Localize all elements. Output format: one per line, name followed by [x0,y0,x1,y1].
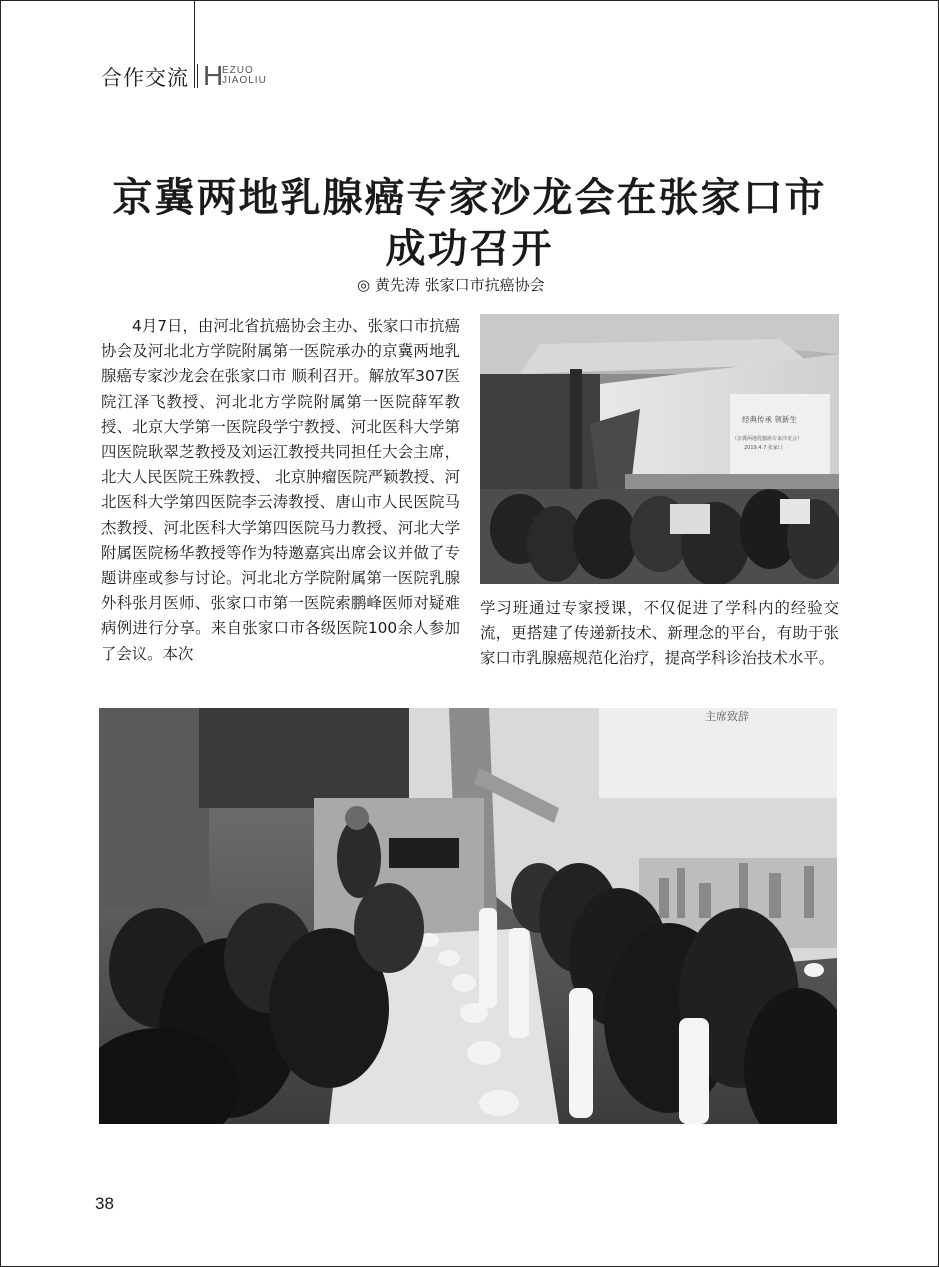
screen-event-name: 《京冀两地乳腺癌专家沙龙会》 [732,436,803,442]
screen-caption: 主席致辞 [705,710,749,723]
conference-photo-audience [99,708,837,1124]
conference-photo-hall [480,314,839,584]
article-title-line1: 京冀两地乳腺癌专家沙龙会在张家口市 [112,174,827,221]
section-title: 合作交流 [101,66,189,90]
section-pinyin [222,66,267,86]
header-rule [194,0,195,88]
section-initial: H [203,60,224,91]
article-paragraph-left: 4月7日，由河北省抗癌协会主办、张家口市抗癌协会及河北北方学院附属第一医院承办的京冀两地乳腺癌专家沙龙会在张家口市 顺利召开。解放军307医院江泽飞教授、河北北方学院附属第一医院薛军教授、北京大学第一医院段学宁教授、河北医科大学第四医院耿翠芝教授及刘运江教授共同担任大会主席，北大人民医院王殊教授、 北京肿瘤医院严颖教授、河北医科大学第四医院李云涛教授、唐山市人民医院马杰教授、河北医科大学第四医院马力教授、河北大学附属医院杨华教授等作为特邀嘉宾出席会议并做了专题讲座或参与讨论。河北北方学院附属第一医院乳腺外科张月医师、张家口市第一医院索鹏峰医师对疑难病例进行分享。来自张家口市各级医院100余人参加了会议。本次 [101,317,460,663]
conference-photo-hall-image [480,314,839,584]
conference-photo-audience-image [99,708,837,1124]
section-pinyin-line2: JIAOLIU [222,75,267,86]
section-divider [197,64,198,88]
screen-date: 2019.4.7 张家口 [744,445,783,451]
article-byline: ◎ 黄先涛 张家口市抗癌协会 [357,276,545,294]
screen-slogan: 经典传承 领新生 [742,415,797,424]
article-paragraph-right: 学习班通过专家授课，不仅促进了学科内的经验交流，更搭建了传递新技术、新理念的平台，有助于张家口市乳腺癌规范化治疗，提高学科诊治技术水平。 [480,599,839,668]
page-number: 38 [95,1194,114,1213]
section-pinyin-line1: EZUO [222,65,254,76]
article-title-line2: 成功召开 [385,225,554,272]
